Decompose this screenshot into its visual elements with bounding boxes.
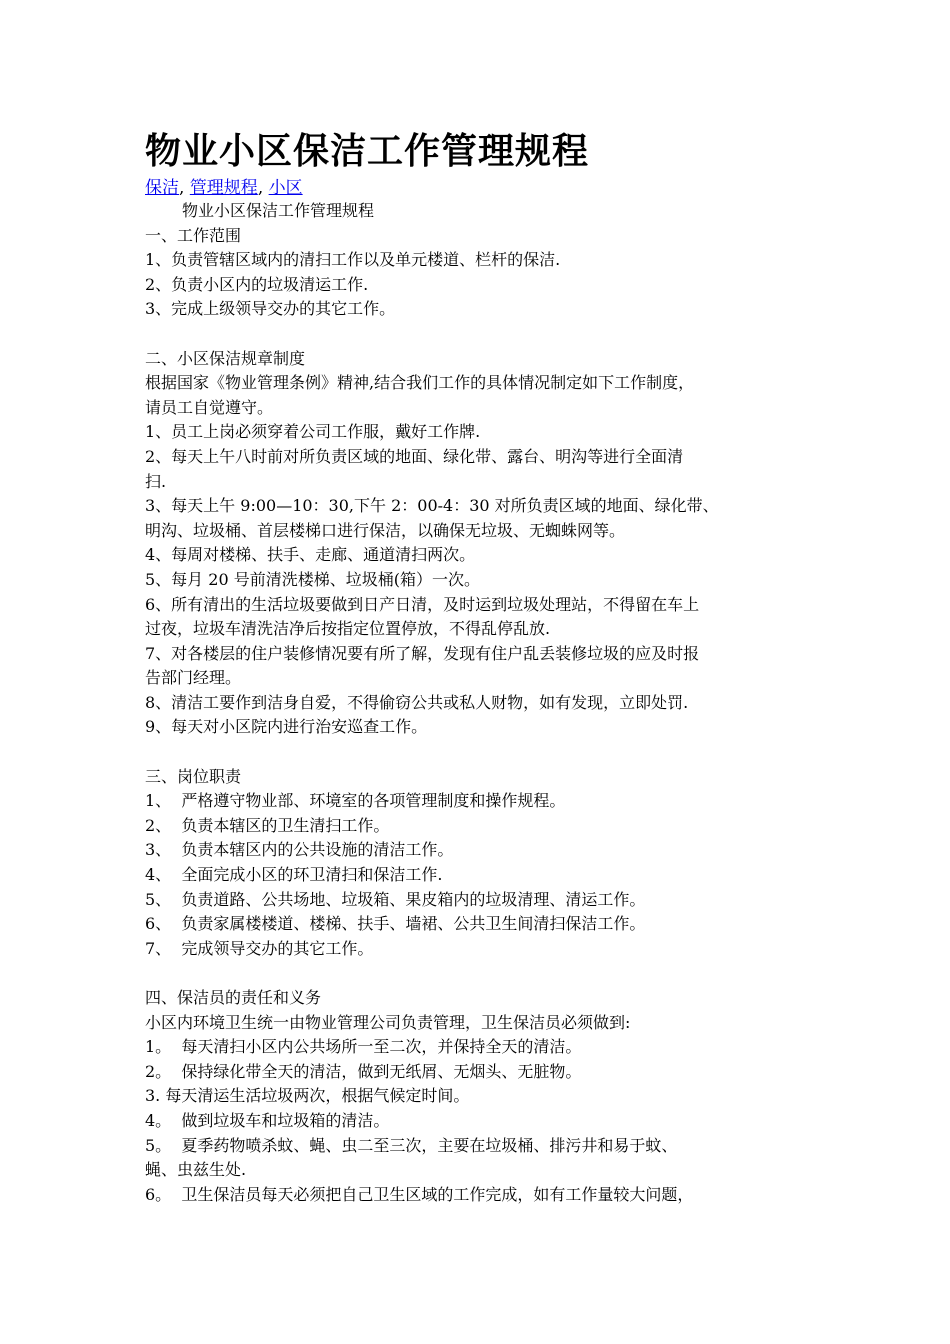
body-text-line: 3. 每天清运生活垃圾两次，根据气候定时间。 [145,1086,470,1106]
body-text-line: 2。 保持绿化带全天的清洁，做到无纸屑、无烟头、无脏物。 [145,1061,582,1081]
body-text-line: 告部门经理。 [145,668,242,688]
body-text-line: 1、 严格遵守物业部、环境室的各项管理制度和操作规程。 [145,791,566,811]
body-text-line: 9、每天对小区院内进行治安巡查工作。 [145,717,428,737]
body-text-line: 过夜，垃圾车清洗洁净后按指定位置停放，不得乱停乱放. [145,619,551,639]
body-text-line: 4、每周对楼梯、扶手、走廊、通道清扫两次。 [145,545,476,565]
body-text-line: 5。 夏季药物喷杀蚊、蝇、虫二至三次，主要在垃圾桶、排污井和易于蚊、 [145,1135,678,1155]
body-text-line: 3、每天上午 9:00—10：30,下午 2：00-4：30 对所负责区域的地面、绿化带、 [145,496,719,516]
body-text-line: 5、每月 20 号前清洗楼梯、垃圾桶(箱）一次。 [145,569,480,589]
body-text-line: 1、员工上岗必须穿着公司工作服，戴好工作牌. [145,422,481,442]
section-heading: 三、岗位职责 [145,766,242,786]
document-page [145,126,825,1207]
body-text-line: 3、完成上级领导交办的其它工作。 [145,299,396,319]
body-text-line: 4。 做到垃圾车和垃圾箱的清洁。 [145,1110,390,1130]
tag-separator: , [257,178,264,198]
tag-link-cleaning[interactable]: 保洁 [145,178,179,198]
section-heading: 一、工作范围 [145,225,242,245]
body-text-line: 扫. [145,471,167,491]
body-text-line: 根据国家《物业管理条例》精神,结合我们工作的具体情况制定如下工作制度， [145,373,695,393]
body-text-line: 4、 全面完成小区的环卫清扫和保洁工作. [145,865,443,885]
body-text-line: 5、 负责道路、公共场地、垃圾箱、果皮箱内的垃圾清理、清运工作。 [145,889,646,909]
body-text-line: 7、 完成领导交办的其它工作。 [145,938,374,958]
tag-separator: , [179,178,185,198]
body-text-line: 7、对各楼层的住户装修情况要有所了解，发现有住户乱丢装修垃圾的应及时报 [145,643,700,663]
tag-link-community[interactable]: 小区 [268,178,303,198]
paragraph-spacer [145,740,825,765]
tag-list [145,177,825,199]
body-text-line: 6。 卫生保洁员每天必须把自己卫生区域的工作完成，如有工作量较大问题， [145,1184,694,1204]
tag-link-regulations[interactable]: 管理规程 [189,178,258,198]
paragraph-spacer [145,961,825,986]
body-text-line: 蝇、虫兹生处. [145,1160,247,1180]
body-text-line: 小区内环境卫生统一由物业管理公司负责管理，卫生保洁员必须做到: [145,1012,631,1032]
body-text-line: 1、负责管辖区域内的清扫工作以及单元楼道、栏杆的保洁. [145,250,561,270]
body-text-line: 8、清洁工要作到洁身自爱，不得偷窃公共或私人财物，如有发现，立即处罚. [145,692,689,712]
body-text-line: 请员工自觉遵守。 [145,397,274,417]
body-text-line: 明沟、垃圾桶、首层楼梯口进行保洁，以确保无垃圾、无蜘蛛网等。 [145,520,626,540]
section-heading: 二、小区保洁规章制度 [145,348,306,368]
paragraph-spacer [145,322,825,347]
body-text-line: 3、 负责本辖区内的公共设施的清洁工作。 [145,840,454,860]
document-subtitle: 物业小区保洁工作管理规程 [182,201,375,220]
section-heading: 四、保洁员的责任和义务 [145,988,322,1007]
body-text-line: 6、所有清出的生活垃圾要做到日产日清，及时运到垃圾处理站，不得留在车上 [145,594,700,614]
body-text-line: 2、每天上午八时前对所负责区域的地面、绿化带、露台、明沟等进行全面清 [145,446,684,466]
body-text-line: 2、 负责本辖区的卫生清扫工作。 [145,815,390,835]
page-title: 物业小区保洁工作管理规程 [145,130,590,172]
document-body [145,224,825,1208]
body-text-line: 2、负责小区内的垃圾清运工作. [145,274,369,294]
body-text-line: 1。 每天清扫小区内公共场所一至二次，并保持全天的清洁。 [145,1037,582,1057]
body-text-line: 6、 负责家属楼楼道、楼梯、扶手、墙裙、公共卫生间清扫保洁工作。 [145,914,646,934]
